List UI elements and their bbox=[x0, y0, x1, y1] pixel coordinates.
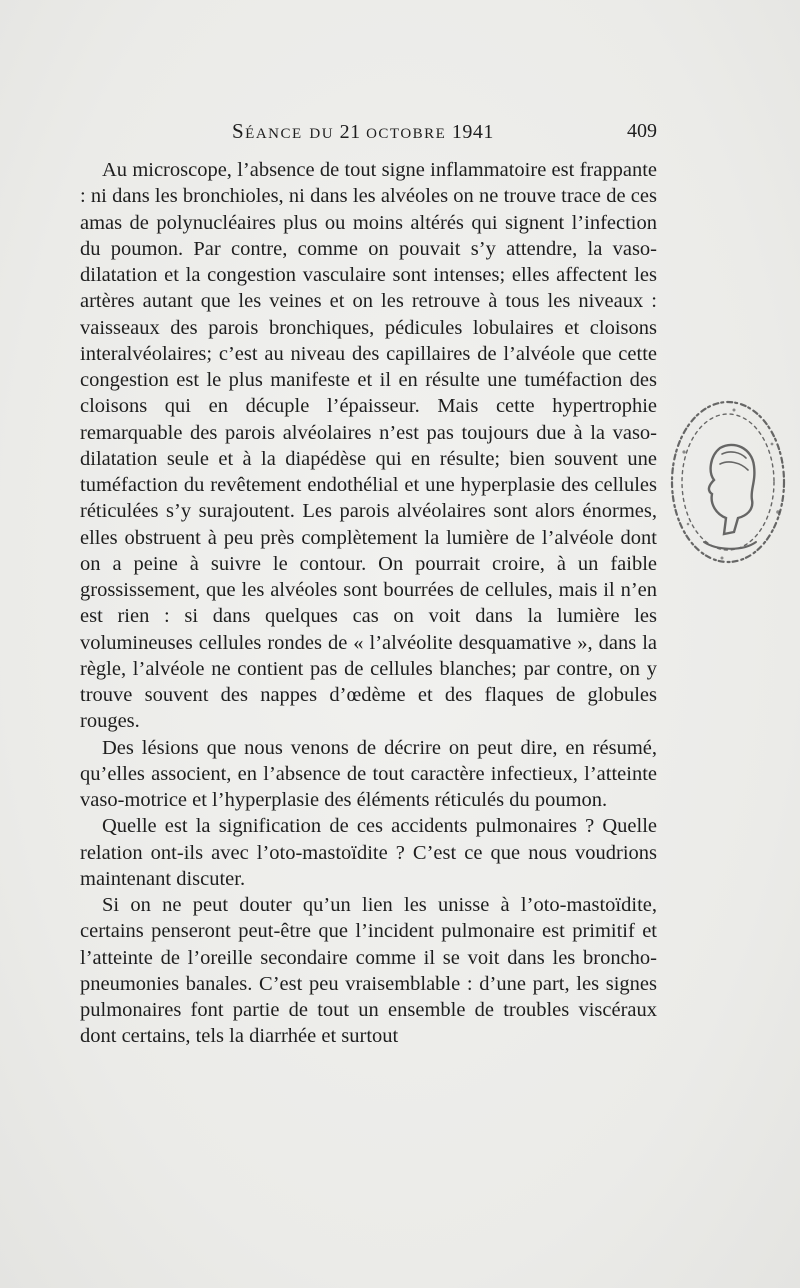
stamp-bust-base bbox=[704, 542, 756, 549]
paragraph-4: Si on ne peut douter qu’un lien les unisse à l’oto-mastoïdite, certains penseront peut-être que l’incident pulmonaire est primitif et l’atteinte de l’oreille secondaire comme il se voit dans les broncho-pneumonies banales. C’est peu vraisemblable : d’une part, les signes pulmonaires font partie de tout un ensemble de troubles viscéraux dont certains, tels la diarrhée et surtout bbox=[80, 894, 657, 1048]
stamp-ink-speck bbox=[776, 510, 780, 514]
stamp-graphic bbox=[664, 392, 788, 570]
stamp-ink-speck bbox=[687, 523, 690, 526]
stamp-inner-ring bbox=[682, 414, 774, 550]
stamp-ink-speck bbox=[721, 557, 724, 560]
running-head-title bbox=[232, 116, 494, 147]
stamp-ink-speck bbox=[682, 450, 685, 453]
paragraph-1: Au microscope, l’absence de tout signe inflammatoire est frappante : ni dans les bronchioles, ni dans les alvéoles on ne trouve trace de ces amas de polynucléaires plus ou moins altérés qui signent l’infection du poumon. Par contre, comme on pouvait s’y attendre, la vaso-dilatation et la congestion vasculaire sont intenses; elles affectent les artères autant que les veines et on les retrouve à tous les niveaux : vaisseaux des parois bronchiques, pédicules lobulaires et cloisons interalvéolaires; c’est au niveau des capillaires de l’alvéole que cette congestion est le plus manifeste et il en résulte une tuméfaction des cloisons qui en décuple l’épaisseur. Mais cette hypertrophie remarquable des parois alvéolaires n’est pas toujours due à la vaso-dilatation seule et à la diapédèse qui en résulte; bien souvent une tuméfaction du revêtement endothélial et une hyperplasie des cellules réticulées s’y surajoutent. Les parois alvéolaires sont alors énormes, elles obstruent à peu près complètement la lumière de l’alvéole dont on a peine à suivre le contour. On pourrait croire, à un faible grossissement, que les alvéoles sont bourrées de cellules, mais il n’en est rien : si dans quelques cas on voit dans la lumière les volumineuses cellules rondes de « l’alvéolite desquamative », dans la règle, l’alvéole ne contient pas de cellules blanches; par contre, on y trouve souvent des nappes d’œdème et des flaques de globules rouges. bbox=[80, 159, 657, 733]
stamp-ink-speck bbox=[771, 443, 774, 446]
paragraph-3: Quelle est la signification de ces accidents pulmonaires ? Quelle relation ont-ils avec l’oto-mastoïdite ? C’est ce que nous voudrions maintenant discuter. bbox=[80, 815, 657, 890]
running-head bbox=[80, 116, 657, 146]
stamp-ink-speck bbox=[733, 409, 736, 412]
stamp-hair-detail bbox=[720, 452, 748, 470]
body-text bbox=[80, 157, 657, 1050]
running-head-date-number: 21 bbox=[339, 121, 361, 143]
stamp-profile bbox=[709, 445, 754, 534]
page-number: 409 bbox=[627, 120, 657, 142]
running-head-title-prefix: Séance du bbox=[232, 119, 335, 143]
running-head-year: 1941 bbox=[451, 121, 494, 143]
library-stamp-icon bbox=[664, 392, 788, 570]
stamp-outer-ring bbox=[672, 402, 784, 562]
running-head-title-suffix: octobre bbox=[366, 119, 447, 143]
paragraph-2: Des lésions que nous venons de décrire on peut dire, en résumé, qu’elles associent, en l’absence de tout caractère infectieux, l’atteinte vaso-motrice et l’hyperplasie des éléments réticulés du poumon. bbox=[80, 736, 657, 811]
